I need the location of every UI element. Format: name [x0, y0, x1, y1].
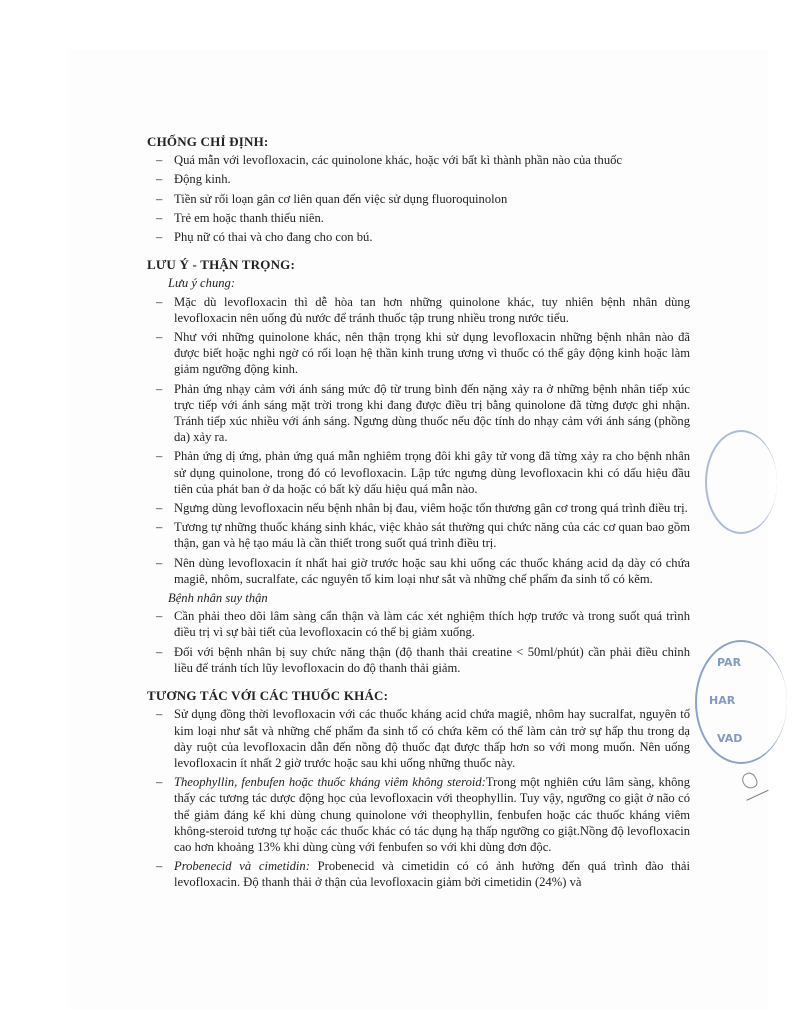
stamp-fragment	[705, 430, 777, 534]
list-item: – Mặc dù levofloxacin thì dễ hòa tan hơn những quinolone khác, tuy nhiên bệnh nhân dùng levofloxacin nên uống đủ nước để tránh thuốc tập trung nhiều trong nước tiểu.	[150, 294, 690, 326]
list-item: – Trẻ em hoặc thanh thiếu niên.	[150, 210, 690, 226]
list-item: – Như với những quinolone khác, nên thận trọng khi sử dụng levofloxacin những bệnh nhân nào đã được biết hoặc nghi ngờ có rối loạn hệ thần kinh trung ương vì thuốc có thể gây động kinh hoặc làm giảm ngưỡng động kinh.	[150, 329, 690, 378]
stamp-text: HAR	[709, 694, 736, 707]
list-item: – Đối với bệnh nhân bị suy chức năng thận (độ thanh thải creatine < 50ml/phút) cần phải điều chỉnh liều để tránh tích lũy levofloxacin do độ thanh thải giảm.	[150, 644, 690, 676]
list-item: – Phản ứng nhạy cảm với ánh sáng mức độ từ trung bình đến nặng xảy ra ở những bệnh nhân tiếp xúc trực tiếp với ánh sáng mặt trời trong khi đang được điều trị bằng quinolone đã từng được ghi nhận. Tránh tiếp xúc nhiều với ánh sáng. Ngưng dùng thuốc nếu độc tính do nhạy cảm với ánh sáng (phồng da) xảy ra.	[150, 381, 690, 446]
precaution-list	[150, 294, 690, 587]
list-item: – Cần phải theo dõi lâm sàng cẩn thận và làm các xét nghiệm thích hợp trước và trong suốt quá trình điều trị vì sự bài tiết của levofloxacin có thể bị giảm xuống.	[150, 608, 690, 640]
item-lead: Probenecid và cimetidin:	[174, 859, 310, 874]
document-body	[147, 134, 690, 903]
stamp-text: PAR	[717, 656, 742, 669]
section-heading: LƯU Ý - THẬN TRỌNG:	[147, 257, 296, 273]
list-item: – Nên dùng levofloxacin ít nhất hai giờ trước hoặc sau khi uống các thuốc kháng acid dạ dày có chứa magiê, nhôm, sucralfate, các nguyên tố kim loại như sắt và những chế phẩm đa sinh tố có kẽm.	[150, 555, 690, 587]
item-lead: Theophyllin, fenbufen hoặc thuốc kháng viêm không steroid:	[174, 775, 486, 790]
list-item: – Phản ứng dị ứng, phản ứng quá mẫn nghiêm trọng đôi khi gây tử vong đã từng xảy ra cho bệnh nhân sử dụng quinolone, trong đó có levofloxacin. Lập tức ngưng dùng levofloxacin khi có dấu hiệu đầu tiên của phát ban ở da hoặc có bất kỳ dấu hiệu quá mẫn nào.	[150, 448, 690, 497]
subsection-title: Bệnh nhân suy thận	[168, 591, 268, 606]
list-item	[150, 774, 690, 855]
section-precautions	[147, 257, 690, 676]
list-item: – Tiền sử rối loạn gân cơ liên quan đến việc sử dụng fluoroquinolon	[150, 191, 690, 207]
list-item	[150, 706, 690, 771]
section-interactions	[147, 688, 690, 890]
section-contraindications	[147, 134, 690, 245]
list-item: – Ngưng dùng levofloxacin nếu bệnh nhân bị đau, viêm hoặc tổn thương gân cơ trong quá trình điều trị.	[150, 500, 690, 516]
list-item	[150, 858, 690, 890]
renal-list	[150, 608, 690, 676]
list-item: – Quá mẫn với levofloxacin, các quinolone khác, hoặc với bất kì thành phần nào của thuốc	[150, 152, 690, 168]
item-text: Trong một nghiên cứu lâm sàng, không thấy các tương tác dược động học của levofloxacin với theophyllin. Tuy vậy, ngưỡng co giật ở não có thể giảm đáng kể khi dùng chung quinolone với theophyllin, fenbufen hoặc các thuốc kháng viêm không-steroid tương tự hoặc các thuốc khác có tác dụng hạ thấp ngưỡng co giật.Nồng độ levofloxacin cao hơn khoảng 13% khi dùng cùng với fenbufen so với khi dùng đơn độc.	[174, 775, 690, 854]
item-text: Probenecid và cimetidin có có ảnh hưởng đến quá trình đào thải levofloxacin. Độ thanh thải ở thận của levofloxacin giảm bởi cimetidin (24%) và	[174, 859, 690, 890]
section-heading: CHỐNG CHỈ ĐỊNH:	[147, 134, 269, 149]
list-item: – Phụ nữ có thai và cho đang cho con bú.	[150, 229, 690, 245]
list-item: – Tương tự những thuốc kháng sinh khác, việc khảo sát thường qui chức năng của các cơ quan bao gồm thận, gan và hệ tạo máu là cần thiết trong suốt quá trình điều trị.	[150, 519, 690, 551]
contraindication-list	[150, 152, 690, 245]
interaction-list	[150, 706, 690, 890]
stamp-text: VAD	[717, 732, 743, 745]
item-text: Sử dụng đồng thời levofloxacin với các thuốc kháng acid chứa magiê, nhôm hay sucralfat, nguyên tố kim loại như sắt và những chế phẩm đa sinh tố có chứa kẽm có thể làm cản trở sự hấp thu trong dạ dày ruột của levofloxacin dẫn đến nồng độ thuốc đạt được thấp hơn so với mong muốn. Nên uống levofloxacin ít nhất 2 giờ trước hoặc sau khi uống những thuốc này.	[174, 707, 690, 770]
section-heading: TƯƠNG TÁC VỚI CÁC THUỐC KHÁC:	[147, 688, 389, 704]
list-item: – Động kinh.	[150, 171, 690, 187]
pharmacy-stamp	[695, 640, 787, 764]
subsection-title: Lưu ý chung:	[168, 276, 236, 291]
